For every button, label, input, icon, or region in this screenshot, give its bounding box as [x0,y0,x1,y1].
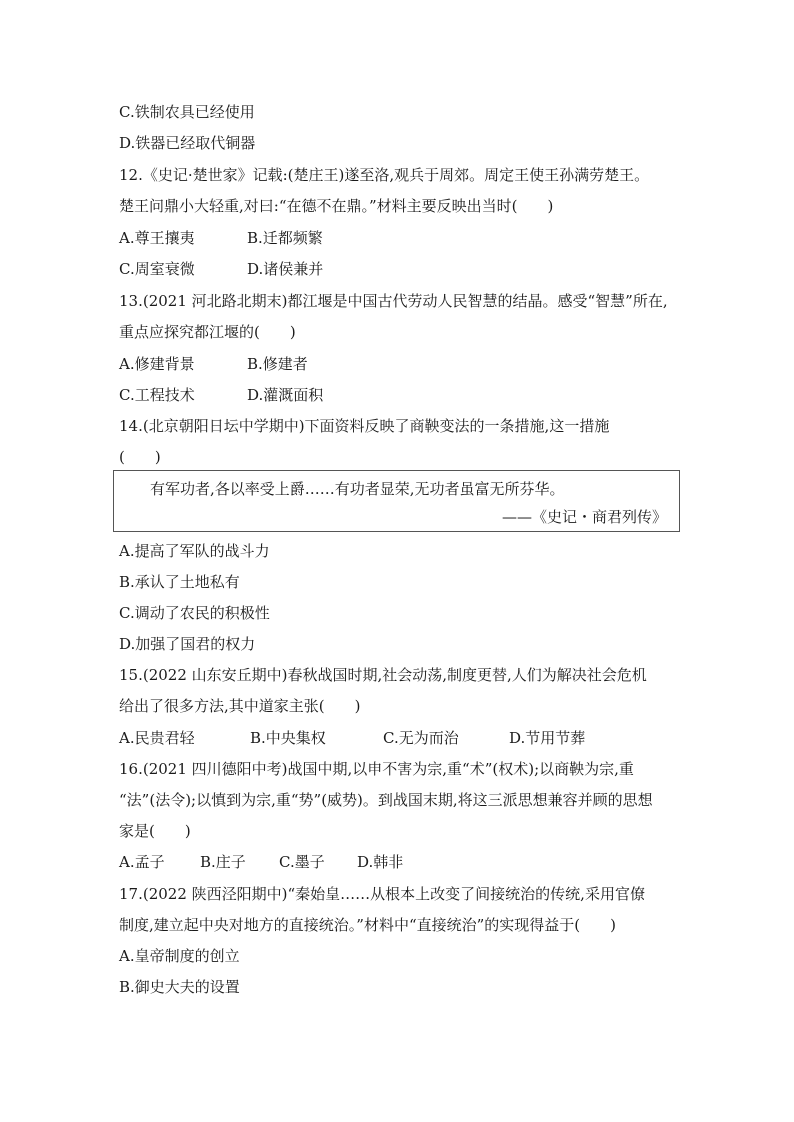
q16-option-b: B.庄子 [200,853,246,871]
q11-option-d: D.铁器已经取代铜器 [119,134,256,152]
q15-option-d: D.节用节葬 [509,729,586,747]
q16-option-d: D.韩非 [357,853,404,871]
q14-option-c: C.调动了农民的积极性 [119,604,270,622]
q12-stem-line1: 12.《史记·楚世家》记载:(楚庄王)遂至洛,观兵于周郊。周定王使王孙满劳楚王。 [119,166,650,184]
q16-option-c: C.墨子 [279,853,325,871]
q15-options [119,728,585,748]
q13-options-row2 [119,385,323,405]
q14-option-d: D.加强了国君的权力 [119,635,256,653]
q15-option-b: B.中央集权 [250,729,326,747]
q12-options-row1 [119,228,323,248]
q16-stem-line1: 16.(2021 四川德阳中考)战国中期,以申不害为宗,重“术”(权术);以商鞅为宗,重 [119,760,634,778]
q14-stem-line2: ( ) [119,448,161,466]
q17-stem-line1: 17.(2022 陕西泾阳期中)“秦始皇……从根本上改变了间接统治的传统,采用官僚 [119,885,645,903]
q14-quote-text: 有军功者,各以率受上爵……有功者显荣,无功者虽富无所芬华。 [150,480,565,498]
q13-stem-line1: 13.(2021 河北路北期末)都江堰是中国古代劳动人民智慧的结晶。感受“智慧”所在, [119,292,668,310]
q16-stem-line2: “法”(法令);以慎到为宗,重“势”(威势)。到战国末期,将这三派思想兼容并顾的思想 [119,791,653,809]
q12-option-d: D.诸侯兼并 [247,260,324,278]
q13-option-d: D.灌溉面积 [247,386,324,404]
q16-option-a: A.孟子 [119,853,165,871]
q13-option-c: C.工程技术 [119,386,195,404]
q13-option-b: B.修建者 [247,355,308,373]
q12-option-c: C.周室衰微 [119,260,195,278]
q16-stem-line3: 家是( ) [119,822,191,840]
q14-quote-source: ——《史记・商君列传》 [501,508,667,526]
q12-options-row2 [119,259,323,279]
q15-option-a: A.民贵君轻 [119,729,195,747]
q17-stem-line2: 制度,建立起中央对地方的直接统治。”材料中“直接统治”的实现得益于( ) [119,916,616,934]
q13-options-row1 [119,354,308,374]
q13-stem-line2: 重点应探究都江堰的( ) [119,323,296,341]
q13-option-a: A.修建背景 [119,355,195,373]
q17-option-a: A.皇帝制度的创立 [119,947,240,965]
q14-option-b: B.承认了土地私有 [119,573,240,591]
q15-option-c: C.无为而治 [383,729,459,747]
q12-option-a: A.尊王攘夷 [119,229,195,247]
q17-option-b: B.御史大夫的设置 [119,978,240,996]
q15-stem-line2: 给出了很多方法,其中道家主张( ) [119,697,361,715]
q14-quote-box [113,470,680,532]
q12-stem-line2: 楚王问鼎小大轻重,对曰:“在德不在鼎。”材料主要反映出当时( ) [119,197,554,215]
q15-stem-line1: 15.(2022 山东安丘期中)春秋战国时期,社会动荡,制度更替,人们为解决社会危机 [119,666,647,684]
q12-option-b: B.迁都频繁 [247,229,323,247]
q14-stem-line1: 14.(北京朝阳日坛中学期中)下面资料反映了商鞅变法的一条措施,这一措施 [119,417,610,435]
q14-option-a: A.提高了军队的战斗力 [119,542,270,560]
q16-options [119,852,403,872]
q11-option-c: C.铁制农具已经使用 [119,103,255,121]
